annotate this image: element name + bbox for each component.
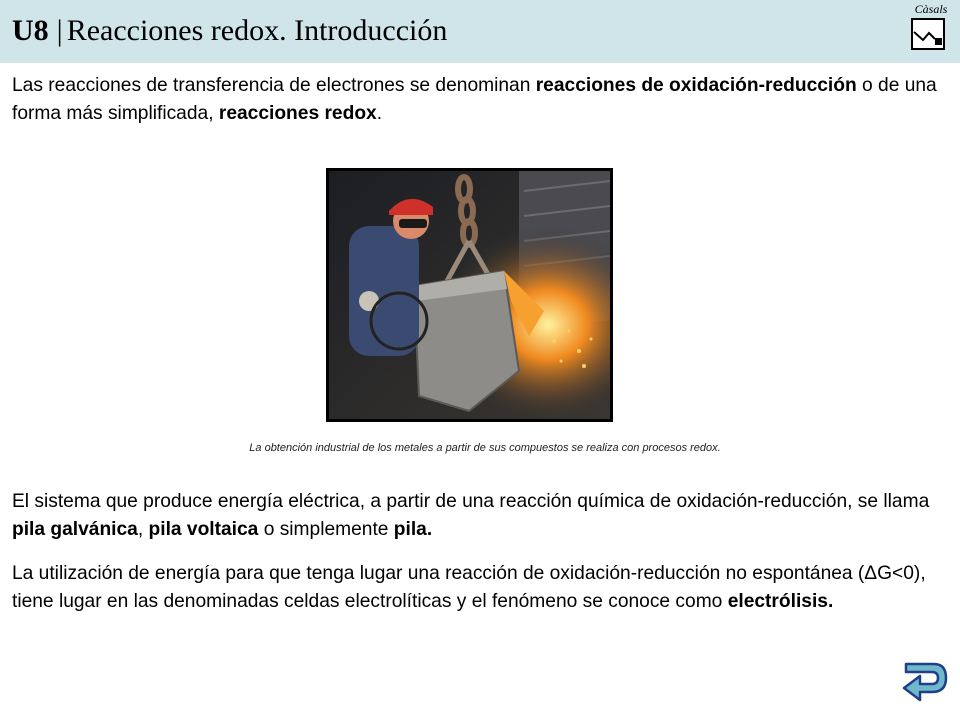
logo-text: Càsals <box>914 2 948 16</box>
intro-text-1: Las reacciones de transferencia de electrones se denominan <box>12 75 536 96</box>
return-button[interactable] <box>900 660 950 704</box>
intro-text-3: . <box>376 103 383 124</box>
term-pila-galvanica: pila galvánica <box>12 519 138 540</box>
photo-caption: La obtención industrial de los metales a partir de sus compuestos se realiza con procesos redox. <box>249 442 721 454</box>
term-redox-full: reacciones de oxidación-reducción <box>535 75 857 96</box>
term-pila-voltaica: pila voltaica <box>148 519 259 540</box>
page-title <box>12 12 447 50</box>
title-separator: | <box>56 14 63 47</box>
intro-text-2: o de una forma más simplificada, <box>12 75 937 124</box>
electrolysis-paragraph <box>12 560 948 616</box>
industrial-metal-photo <box>326 168 613 422</box>
term-pila: pila. <box>393 519 433 540</box>
galvanic-sep: , <box>137 519 149 540</box>
photo-illustration <box>329 171 610 419</box>
casals-logo-icon <box>911 18 945 50</box>
galvanic-text-1: El sistema que produce energía eléctrica, a partir de una reacción química de oxidación-reducción, se llama <box>12 491 930 512</box>
term-redox: reacciones redox <box>218 103 377 124</box>
casals-logo <box>905 2 955 60</box>
unit-label: U8 <box>12 14 49 47</box>
return-arrow-icon <box>900 660 950 704</box>
intro-paragraph <box>12 72 948 128</box>
galvanic-paragraph <box>12 488 948 544</box>
title-text: Reacciones redox. Introducción <box>66 14 448 47</box>
header-bar <box>0 0 960 63</box>
electrolysis-text-1: La utilización de energía para que tenga lugar una reacción de oxidación-reducción no espontánea (ΔG<0), tiene lugar en las denominadas celdas electrolíticas y el fenómeno se conoce como <box>12 563 926 612</box>
term-electrolisis: electrólisis. <box>727 591 834 612</box>
galvanic-text-2: o simplemente <box>258 519 394 540</box>
